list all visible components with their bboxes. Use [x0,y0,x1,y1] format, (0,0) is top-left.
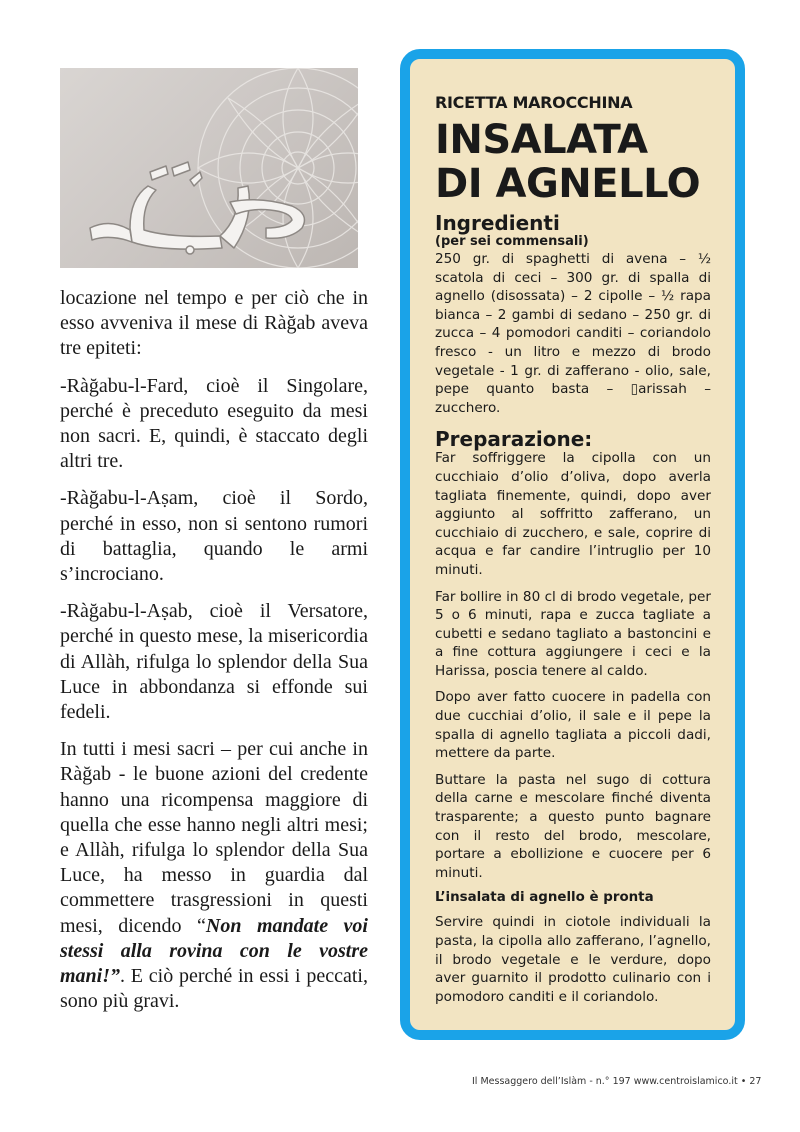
preparation-step: Buttare la pasta nel sugo di cottura della carne e mescolare finché diventa trasparente; a questo punto bagnare con il resto del brodo, mescolare, portare a ebollizione e cuocere per 6 minuti. [435,771,711,881]
quran-quote: Non mandate voi stessi alla rovina con le vostre mani!” [60,914,368,988]
preparation-heading: Preparazione: [435,427,593,452]
recipe-box [400,49,745,1040]
preparation-step: Dopo aver fatto cuocere in padella con due cucchiai d’olio, il sale e il pepe la spalla di agnello tagliata a piccoli dadi, mettere da parte. [435,689,711,762]
article-column [60,286,368,1026]
paragraph-text: In tutti i mesi sacri – per cui anche in Ràğab - le buone azioni del credente hanno una ricompensa maggiore di quella che esse hanno negli altri mesi; e Allàh, rifulga lo splendor della Sua Luce, ha messo in guardia dal commettere trasgressioni in questi mesi, dicendo “ [60,738,368,937]
article-paragraph: -Ràğabu-l-Aṣab, cioè il Versatore, perché in questo mese, la misericordia di Allàh, rifulga lo splendor della Sua Luce in abbondanza si effonde sui fedeli. [60,600,368,724]
article-paragraph: locazione nel tempo e per ciò che in esso avveniva il mese di Ràğab aveva tre epiteti: [60,287,368,360]
preparation-step: Far bollire in 80 cl di brodo vegetale, per 5 o 6 minuti, rapa e zucca tagliate a cubetti e sedano tagliato a bastoncini e a fine cottura aggiungere i ceci e la Harissa, poscia tenere al caldo. [435,588,711,679]
calligraphy-image [60,68,358,268]
page-footer: Il Messaggero dell’Islàm - n.° 197 www.centroislamico.it • 27 [472,1076,762,1087]
recipe-title [435,118,711,206]
article-paragraph-with-quote [60,737,368,1014]
article-paragraph: -Ràğabu-l-Aṣam, cioè il Sordo, perché in esso, non si sentono rumori di battaglia, quando le armi s’incrociano. [60,487,368,586]
paragraph-text: . E ciò perché in essi i peccati, sono più gravi. [60,965,368,1013]
article-paragraph: -Ràğabu-l-Fard, cioè il Singolare, perché è preceduto eseguito da mesi non sacri. E, quindi, è staccato degli altri tre. [60,374,368,473]
arabic-calligraphy-icon [70,158,330,258]
recipe-kicker: RICETTA MAROCCHINA [435,93,633,112]
ingredients-servings: (per sei commensali) [435,234,589,249]
serving-step: Servire quindi in ciotole individuali la pasta, la cipolla allo zafferano, l’agnello, il brodo vegetale e le verdure, dopo aver guarnito il prodotto culinario con i pomodoro canditi e il coriandolo. [435,914,711,1005]
ready-heading: L’insalata di agnello è pronta [435,890,654,906]
ingredients-list: 250 gr. di spaghetti di avena – ½ scatola di ceci – 300 gr. di spalla di agnello (disossata) – 2 cipolle – ½ rapa bianca – 2 gambi di sedano – 250 gr. di zucca – 4 pomodori canditi – coriandolo fresco - un litro e mezzo di brodo vegetale - 1 gr. di zafferano - olio, sale, pepe quanto basta – ▯arissah – zucchero. [435,251,711,416]
ingredients-heading: Ingredienti [435,211,560,235]
preparation-step: Far soffriggere la cipolla con un cucchiaio d’olio d’oliva, dopo averla tagliata finemente, quindi, dopo aver aggiunto al soffritto zafferano, un cucchiaio di zucchero, e sale, coprire di acqua e far candire l’intruglio per 10 minuti. [435,450,711,578]
recipe-title-line: DI AGNELLO [435,161,701,207]
recipe-title-line: INSALATA [435,117,648,163]
